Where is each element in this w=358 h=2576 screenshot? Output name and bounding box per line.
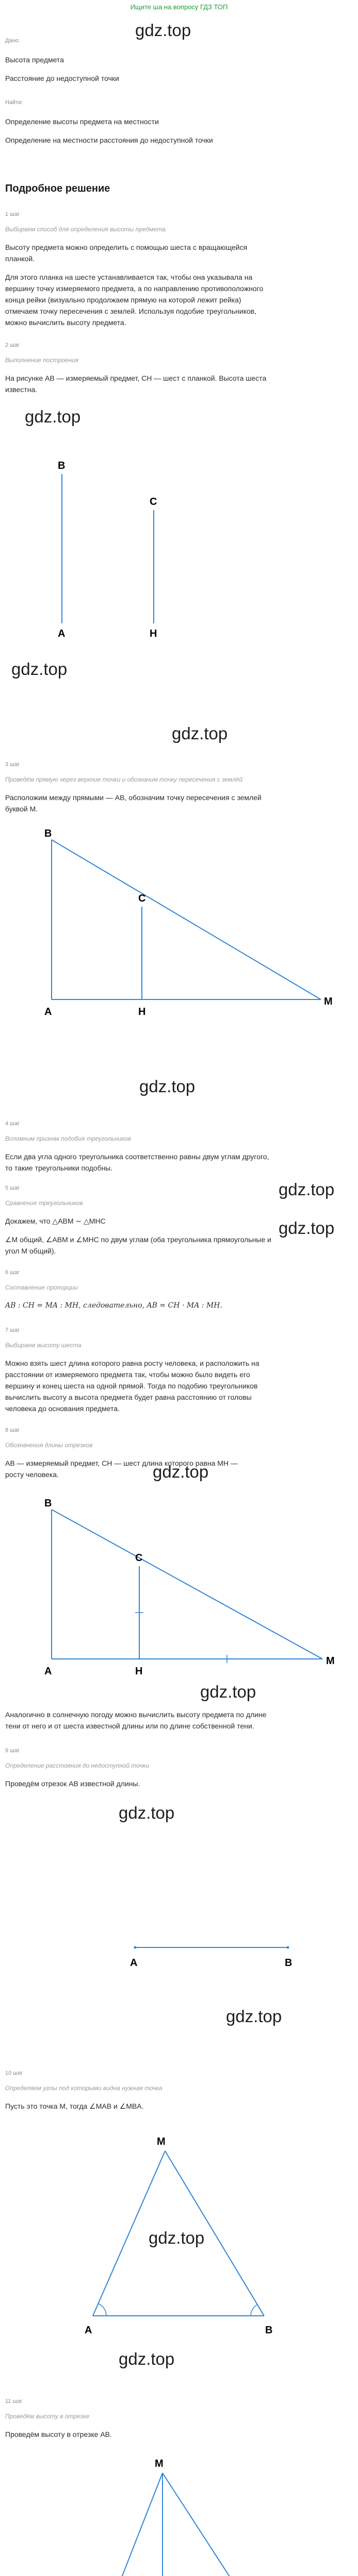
watermark: gdz.top	[153, 1462, 209, 1481]
figure-1	[0, 453, 358, 639]
step-note: Выполнение построения	[5, 357, 79, 364]
step-text: росту человека.	[5, 1470, 59, 1479]
label-a: A	[85, 2325, 92, 2336]
step-text: расстоянии от измеряемого предмета так, чтобы можно было видеть его	[5, 1370, 250, 1379]
watermark: gdz.top	[119, 1803, 175, 1822]
watermark: gdz.top	[25, 407, 81, 426]
step-text: Высоту предмета можно определить с помощью шеста с вращающейся	[5, 243, 248, 251]
step-text: известна.	[5, 385, 38, 394]
label-b: B	[58, 460, 66, 471]
label-h: H	[150, 628, 157, 639]
watermark: gdz.top	[139, 1077, 196, 1096]
label-m: M	[326, 1655, 335, 1667]
step-text: отмечаем точку пересечения с землей. Используя подобие треугольников,	[5, 307, 257, 315]
step-text: то такие треугольники подобны.	[5, 1164, 113, 1172]
step-note: Вспомним признак подобия треугольников	[5, 1135, 131, 1142]
step-label: 2 шаг	[5, 342, 20, 348]
search-link[interactable]: Ищите ша на вопросу ГДЗ ТОП	[130, 3, 228, 11]
given-item: Высота предмета	[5, 56, 64, 64]
step-text: Для этого планка на шесте устанавливается так, чтобы она указывала на	[5, 273, 253, 281]
step-text: На рисунке AB — измеряемый предмет, CH — шест с планкой. Высота шеста	[5, 374, 267, 382]
step-label: 8 шаг	[5, 1427, 20, 1433]
label-a: A	[130, 1957, 138, 1969]
step-text: человека до основания предмета.	[5, 1404, 120, 1413]
figure-6	[0, 2452, 358, 2576]
label-a: A	[58, 628, 66, 639]
step-text: AB — измеряемый предмет, CH — шест длина которого равна MH —	[5, 1459, 238, 1467]
watermark: gdz.top	[279, 1218, 335, 1238]
label-c: C	[138, 893, 146, 904]
step-text: вычислить высоту а высота предмета будет равна расстоянию от головы	[5, 1393, 252, 1401]
step-text: тени от него и от шеста известной длины или по длине собственной тени.	[5, 1722, 254, 1730]
figure-3	[0, 1489, 358, 1680]
step-text: Проведём высоту в отрезке AB.	[5, 2430, 112, 2438]
step-label: 11 шаг	[5, 2398, 23, 2404]
given-item: Расстояние до недоступной точки	[5, 74, 119, 82]
find-item: Определение на местности расстояния до недоступной точки	[5, 136, 213, 144]
step-text: Можно взять шест длина которого равна росту человека, и расположить на	[5, 1359, 259, 1367]
watermark: gdz.top	[279, 1180, 335, 1199]
point-b	[287, 1946, 289, 1949]
step-text: можно вычислить высоту предмета.	[5, 318, 126, 327]
label-b: B	[44, 828, 52, 839]
step-text: Докажем, что △ABM ∼ △MHC	[5, 1217, 106, 1225]
step-label: 4 шаг	[5, 1121, 20, 1127]
step-note: Выбираем способ для определения высоты предмета.	[5, 226, 167, 233]
step-note: Составление пропорции	[5, 1284, 78, 1291]
watermark: gdz.top	[119, 2349, 175, 2368]
label-h: H	[135, 1666, 143, 1677]
step-note: Определяем углы под которыми видна нужная точка	[5, 2084, 162, 2092]
step-note: Обозначения длины отрезков	[5, 1442, 93, 1449]
watermark: gdz.top	[200, 1682, 256, 1701]
segment-bm	[162, 2473, 269, 2576]
find-label: Найти:	[5, 99, 23, 106]
step-text: планкой.	[5, 255, 35, 263]
step-text: конца рейки (визуально продолжаем прямую на которой лежит рейка)	[5, 296, 241, 304]
step-label: 1 шаг	[5, 211, 20, 217]
step-text: Расположим между прямыми — AB, обозначим точку пересечения с землей	[5, 793, 262, 802]
segment-am	[98, 2473, 162, 2576]
find-item: Определение высоты предмета на местности	[5, 117, 159, 126]
watermark: gdz.top	[149, 2228, 205, 2247]
label-c: C	[150, 496, 157, 507]
label-b: B	[265, 2325, 273, 2336]
watermark: gdz.top	[11, 659, 68, 679]
label-h: H	[138, 1006, 146, 1018]
solution-heading: Подробное решение	[5, 183, 110, 194]
label-a: A	[44, 1006, 52, 1018]
label-a: A	[44, 1666, 52, 1677]
step-note: Проведём высоту в отрезке	[5, 2413, 90, 2420]
step-note: Выбираем высоту шеста	[5, 1342, 82, 1349]
step-text: вершину и конец шеста на одной прямой. Тогда по подобию треугольников	[5, 1382, 258, 1390]
step-text: AB : CH = MA : MH, следовательно, AB = CH · MA : MH.	[5, 1301, 222, 1310]
label-m: M	[157, 2136, 166, 2147]
step-label: 7 шаг	[5, 1327, 20, 1333]
step-text: Проведём отрезок AB известной длины.	[5, 1780, 140, 1788]
step-note: Сравнение треугольников	[5, 1199, 83, 1207]
given-label: Дано:	[5, 38, 20, 44]
segment-bm	[52, 840, 321, 999]
figure-2	[0, 824, 358, 1020]
step-label: 5 шаг	[5, 1185, 20, 1191]
segment-bm	[52, 1510, 322, 1659]
step-text: Если два угла одного треугольника соответственно равны двум углам другого,	[5, 1153, 269, 1161]
label-m: M	[324, 996, 333, 1007]
watermark: gdz.top	[172, 724, 228, 743]
label-c: C	[135, 1552, 143, 1564]
figure-4	[0, 1932, 358, 1978]
label-b: B	[44, 1498, 52, 1509]
step-label: 6 шаг	[5, 1269, 20, 1276]
step-label: 3 шаг	[5, 761, 20, 768]
step-text: угол M общий).	[5, 1247, 56, 1255]
step-text: буквой M.	[5, 805, 38, 813]
step-label: 9 шаг	[5, 1748, 20, 1754]
label-m: M	[155, 2458, 164, 2469]
step-text: Пусть это точка M, тогда ∠MAB и ∠MBA.	[5, 2102, 144, 2110]
step-text: Аналогично в солнечную погоду можно вычислить высоту предмета по длине	[5, 1710, 267, 1719]
angle-a-arc	[98, 2303, 106, 2316]
label-b: B	[285, 1957, 292, 1969]
watermark: gdz.top	[135, 21, 191, 40]
step-label: 10 шаг	[5, 2070, 23, 2076]
step-text: ∠M общий, ∠ABM и ∠MHC по двум углам (оба треугольника прямоугольные и	[5, 1235, 271, 1244]
watermark: gdz.top	[226, 2007, 282, 2026]
step-text: вершину точку измеряемого предмета, а по направлению противоположного	[5, 284, 264, 293]
step-note: Определение расстояния до недоступной точки	[5, 1762, 150, 1769]
step-note: Проведём прямую через верхние точки и обозначим точку пересечения с землёй	[5, 776, 243, 783]
point-a	[134, 1946, 137, 1949]
angle-b-arc	[251, 2304, 257, 2316]
